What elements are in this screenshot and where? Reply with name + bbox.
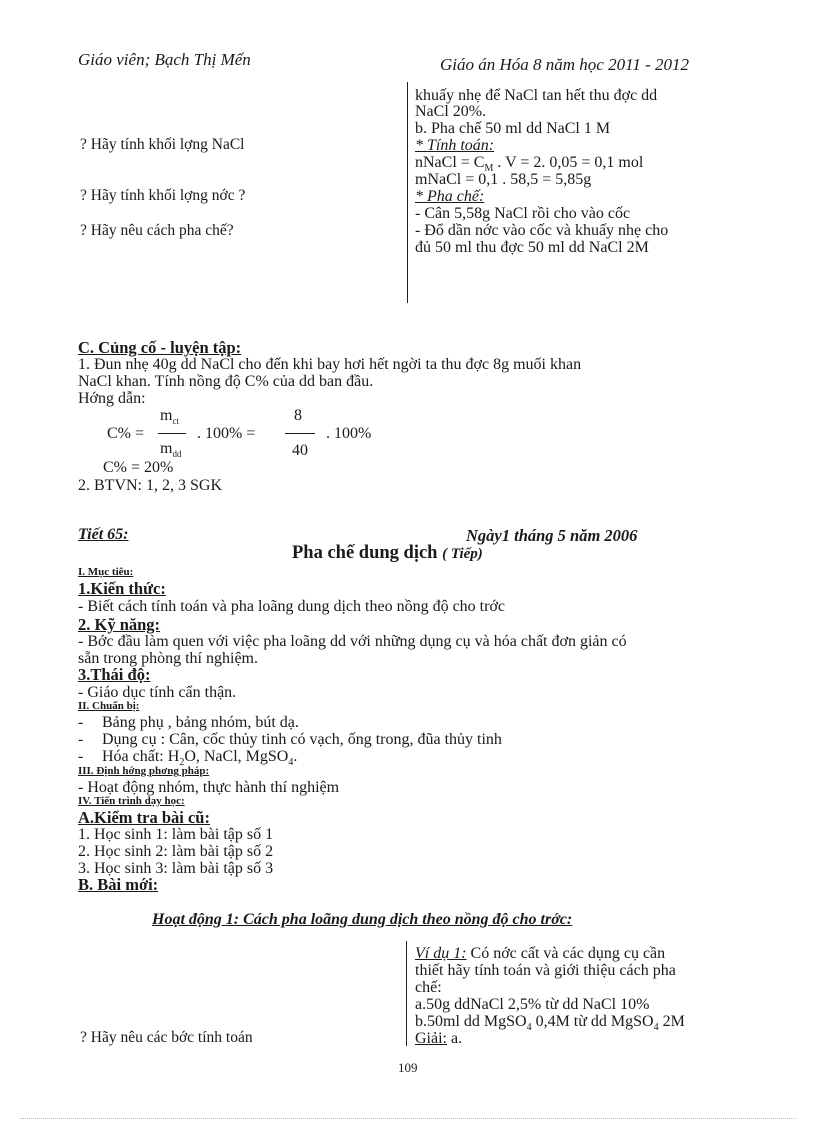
subsection-knowledge: 1.Kiến thức: [78, 579, 166, 598]
example-part-b: b.50ml dd MgSO$_4$ 0,4M từ dd MgSO$_4$ 2M [415, 1013, 685, 1034]
formula-middle: . 100% = [197, 425, 256, 442]
review-item: 2. Học sinh 2: làm bài tập số 2 [78, 843, 274, 860]
section-preparation: II. Chuẩn bị: [78, 700, 140, 712]
example-line2: thiết hãy tính toán và giới thiệu cách pha [415, 962, 676, 979]
table1-question-nacl-mass: ? Hãy tính khối lợng NaCl [80, 136, 245, 153]
table1-divider [407, 82, 408, 303]
lesson-title: Pha chế dung dịch ( Tiếp) [292, 543, 483, 563]
table1-heading-prep: * Pha chế: [415, 188, 485, 205]
table1-line-moles: nNaCl = $C_M$ . V = 2. 0,05 = 0,1 mol [415, 154, 644, 175]
practice-title: C. Củng cố - luyện tập: [78, 338, 242, 357]
solution-label: Giải: a. [415, 1030, 463, 1047]
preparation-item: - Hóa chất: $H_2O$, NaCl, MgSO$_4$. [78, 748, 298, 769]
table1-question-water-mass: ? Hãy tính khối lợng nớc ? [80, 187, 246, 204]
table1-line: - Đổ dần nớc vào cốc và khuấy nhẹ cho [415, 222, 669, 239]
formula-end: . 100% [326, 425, 372, 442]
knowledge-item: - Biết cách tính toán và pha loãng dung dịch theo nồng độ cho trớc [78, 598, 506, 615]
section-objectives: I. Mục tiêu: [78, 566, 134, 578]
attitude-item: - Giáo dục tính cẩn thận. [78, 684, 237, 701]
formula-numerator-mct: $m_{ct}$ [160, 407, 179, 427]
activity-1-title: Hoạt động 1: Cách pha loãng dung dịch theo nồng độ cho trớc: [152, 911, 573, 928]
example-line3: chế: [415, 979, 442, 996]
preparation-item: - Dụng cụ : Cân, cốc thủy tinh có vạch, ống trong, đũa thủy tinh [78, 731, 502, 748]
formula-numerator-8: 8 [294, 407, 302, 424]
skills-line1: - Bớc đầu làm quen với việc pha loãng dd với những dụng cụ và hóa chất đơn giản có [78, 633, 627, 650]
page-number: 109 [398, 1060, 418, 1075]
formula-denominator-mdd: $m_{dd}$ [160, 440, 182, 460]
homework: 2. BTVN: 1, 2, 3 SGK [78, 477, 223, 494]
practice-problem-line2: NaCl khan. Tính nồng độ C% của dd ban đầu. [78, 373, 374, 390]
example-line1: Ví dụ 1: Có nớc cất và các dụng cụ cần [415, 945, 666, 962]
table1-line: NaCl 20%. [415, 103, 487, 120]
formula-denominator-40: 40 [292, 442, 308, 459]
table1-line: đủ 50 ml thu đợc 50 ml dd NaCl 2M [415, 239, 649, 256]
formula-lhs: C% = [107, 425, 145, 442]
subsection-new-lesson: B. Bài mới: [78, 875, 159, 894]
table1-line: - Cân 5,58g NaCl rồi cho vào cốc [415, 205, 631, 222]
subsection-review: A.Kiểm tra bài cũ: [78, 808, 210, 827]
formula-fraction-bar [158, 433, 186, 434]
formula-result: C% = 20% [103, 459, 174, 476]
skills-line2: sẵn trong phòng thí nghiệm. [78, 650, 258, 667]
table1-line: mNaCl = 0,1 . 58,5 = 5,85g [415, 171, 592, 188]
table1-question-method: ? Hãy nêu cách pha chế? [80, 222, 234, 239]
methods-item: - Hoạt động nhóm, thực hành thí nghiệm [78, 779, 340, 796]
review-item: 3. Học sinh 3: làm bài tập số 3 [78, 860, 274, 877]
header-teacher: Giáo viên; Bạch Thị Mến [78, 50, 251, 69]
practice-problem-line1: 1. Đun nhẹ 40g dd NaCl cho đến khi bay hơi hết ngời ta thu đợc 8g muối khan [78, 356, 582, 373]
table2-divider [406, 941, 407, 1046]
subsection-skills: 2. Kỹ năng: [78, 615, 161, 634]
example-part-a: a.50g ddNaCl 2,5% từ dd NaCl 10% [415, 996, 650, 1013]
formula-fraction-bar [285, 433, 315, 434]
lesson-number: Tiết 65: [78, 526, 129, 543]
table1-heading-calc: * Tính toán: [415, 137, 495, 154]
page-bottom-border [20, 1118, 796, 1119]
table1-line: khuấy nhẹ để NaCl tan hết thu đợc dd [415, 87, 658, 104]
practice-guide: Hớng dẫn: [78, 390, 146, 407]
table2-question: ? Hãy nêu các bớc tính toán [80, 1029, 253, 1046]
subsection-attitude: 3.Thái độ: [78, 665, 151, 684]
table1-line: b. Pha chế 50 ml dd NaCl 1 M [415, 120, 611, 137]
lesson-date: Ngày1 tháng 5 năm 2006 [466, 526, 638, 545]
review-item: 1. Học sinh 1: làm bài tập số 1 [78, 826, 274, 843]
preparation-item: - Bảng phụ , bảng nhóm, bút dạ. [78, 714, 299, 731]
header-course: Giáo án Hóa 8 năm học 2011 - 2012 [440, 55, 689, 74]
section-methods: III. Định hớng phơng pháp: [78, 765, 210, 777]
section-procedure: IV. Tiến trình dạy học: [78, 795, 185, 807]
